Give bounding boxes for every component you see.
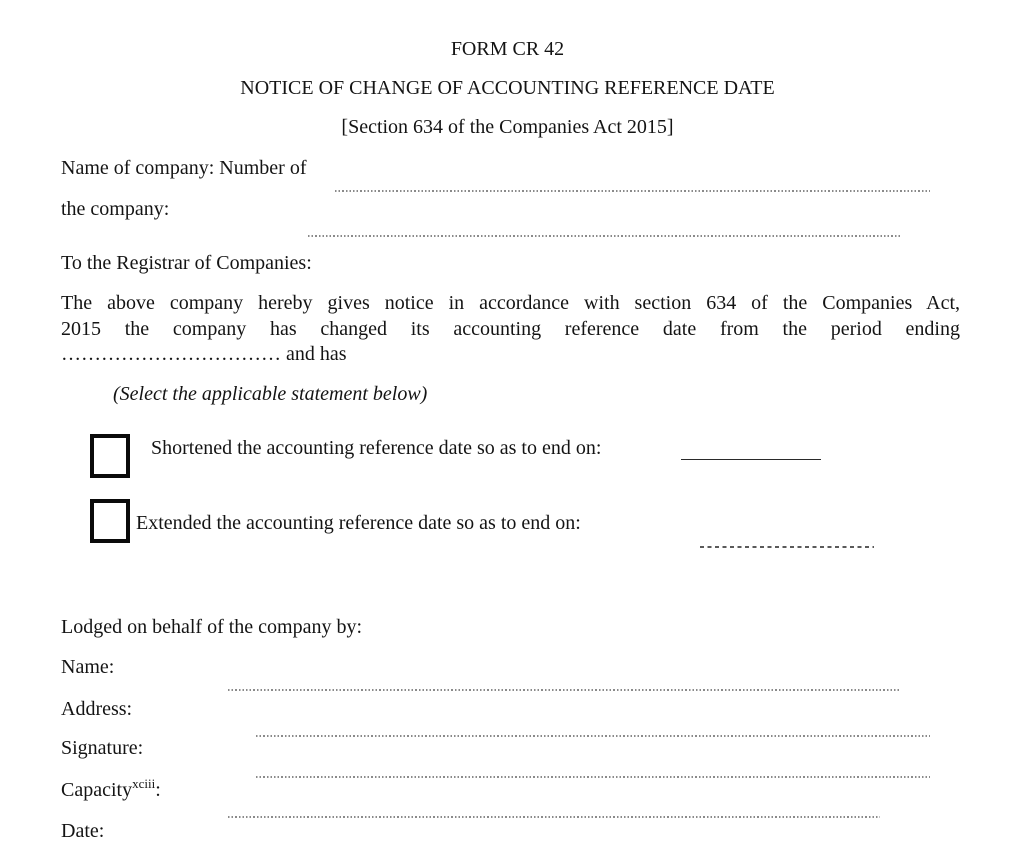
capacity-footnote-ref: xciii (132, 776, 156, 791)
capacity-fill-line[interactable] (228, 816, 880, 818)
extended-date-fill-line[interactable] (700, 546, 874, 548)
signature-label: Signature: (61, 737, 144, 759)
capacity-colon: : (155, 779, 161, 801)
address-label: Address: (61, 698, 133, 720)
extended-checkbox[interactable] (90, 499, 130, 543)
notice-paragraph-line3: …………………………… and has (61, 343, 347, 366)
company-number-fill-line[interactable] (308, 235, 900, 237)
extended-statement-label: Extended the accounting reference date so as to end on: (136, 512, 581, 534)
date-label: Date: (61, 820, 105, 842)
the-company-label: the company: (61, 198, 170, 220)
form-section-reference: [Section 634 of the Companies Act 2015] (341, 116, 674, 138)
select-statement-note: (Select the applicable statement below) (113, 383, 428, 405)
capacity-label (61, 776, 161, 802)
shortened-date-fill-line[interactable] (681, 459, 821, 460)
lodged-on-behalf-label: Lodged on behalf of the company by: (61, 616, 363, 638)
name-label: Name: (61, 656, 115, 678)
address-fill-line[interactable] (256, 735, 930, 737)
form-subtitle: NOTICE OF CHANGE OF ACCOUNTING REFERENCE DATE (240, 77, 775, 99)
registrar-line: To the Registrar of Companies: (61, 252, 312, 274)
signature-fill-line[interactable] (256, 776, 930, 778)
shortened-checkbox[interactable] (90, 434, 130, 478)
company-name-number-label: Name of company: Number of (61, 157, 307, 179)
notice-paragraph (61, 291, 960, 368)
notice-paragraph-line1: The above company hereby gives notice in accordance with section 634 of the Companies Act, (61, 292, 960, 314)
capacity-word: Capacity (61, 779, 133, 801)
name-fill-line[interactable] (228, 689, 900, 691)
notice-paragraph-line2: 2015 the company has changed its accounting reference date from the period ending (61, 317, 960, 340)
company-name-fill-line[interactable] (335, 190, 930, 192)
shortened-statement-label: Shortened the accounting reference date so as to end on: (151, 437, 602, 459)
form-title: FORM CR 42 (450, 38, 565, 60)
